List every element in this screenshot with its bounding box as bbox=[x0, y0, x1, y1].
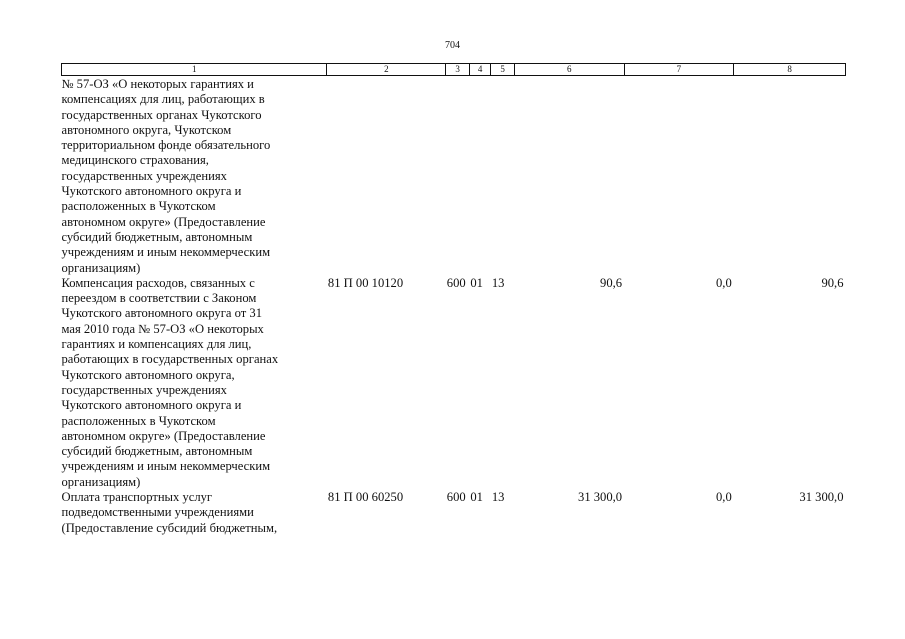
column-header-6: 6 bbox=[514, 64, 624, 76]
column-header-1: 1 bbox=[62, 64, 327, 76]
column-header-3: 3 bbox=[446, 64, 470, 76]
row-sum-2 bbox=[624, 76, 734, 276]
column-header-5: 5 bbox=[491, 64, 515, 76]
row-sum-1 bbox=[514, 76, 624, 276]
row-subsection bbox=[491, 76, 515, 276]
row-sum-2: 0,0 bbox=[716, 275, 732, 290]
page-number: 704 bbox=[445, 40, 460, 51]
row-name: Оплата транспортных услуг подведомственными учреждениями (Предоставление субсидий бюджетным, bbox=[61, 490, 278, 535]
row-target-code: 81 П 00 10120 bbox=[327, 275, 404, 290]
row-name: № 57-ОЗ «О некоторых гарантиях и компенсациях для лиц, работающих в государственных органах Чукотского автономного округа, Чукотском территориальном фонде обязательного медицинского страхования, государственных учреждениях Чукотского автономного округа и расположенных в Чукотском автономном округе» (Предоставление субсидий бюджетным, автономным учреждениям и иным некоммерческим организациям) bbox=[61, 77, 271, 275]
row-subsection: 13 bbox=[491, 490, 505, 505]
row-section: 01 bbox=[470, 490, 483, 505]
row-sum-1: 90,6 bbox=[600, 275, 623, 290]
table-header bbox=[62, 64, 846, 76]
row-name: Компенсация расходов, связанных с переездом в соответствии с Законом Чукотского автономного округа от 31 мая 2010 года № 57-ОЗ «О некоторых гарантиях и компенсациях для лиц, работающих в государственных органах Чукотского автономного округа, государственных учреждениях Чукотского автономного округа и расположенных в Чукотском автономном округе» (Предоставление субсидий бюджетным, автономным учреждениям и иным некоммерческим организациям) bbox=[61, 275, 279, 489]
row-sum-3 bbox=[734, 76, 846, 276]
column-header-2: 2 bbox=[327, 64, 446, 76]
row-target-code bbox=[327, 76, 446, 276]
row-expense-type bbox=[446, 76, 470, 276]
row-sum-3: 90,6 bbox=[821, 275, 844, 290]
column-header-7: 7 bbox=[624, 64, 734, 76]
column-header-4: 4 bbox=[469, 64, 491, 76]
column-header-8: 8 bbox=[734, 64, 846, 76]
table-row bbox=[62, 76, 846, 276]
row-section bbox=[469, 76, 491, 276]
row-sum-3: 31 300,0 bbox=[799, 490, 844, 505]
row-expense-type: 600 bbox=[446, 275, 466, 290]
table-row bbox=[62, 490, 846, 536]
table-body bbox=[62, 76, 846, 536]
row-section: 01 bbox=[470, 275, 483, 290]
budget-table bbox=[61, 63, 846, 536]
row-expense-type: 600 bbox=[446, 490, 466, 505]
row-subsection: 13 bbox=[491, 275, 505, 290]
header-row bbox=[62, 64, 846, 76]
table-row bbox=[62, 276, 846, 490]
row-sum-2: 0,0 bbox=[716, 490, 732, 505]
row-target-code: 81 П 00 60250 bbox=[327, 490, 404, 505]
row-sum-1: 31 300,0 bbox=[578, 490, 623, 505]
